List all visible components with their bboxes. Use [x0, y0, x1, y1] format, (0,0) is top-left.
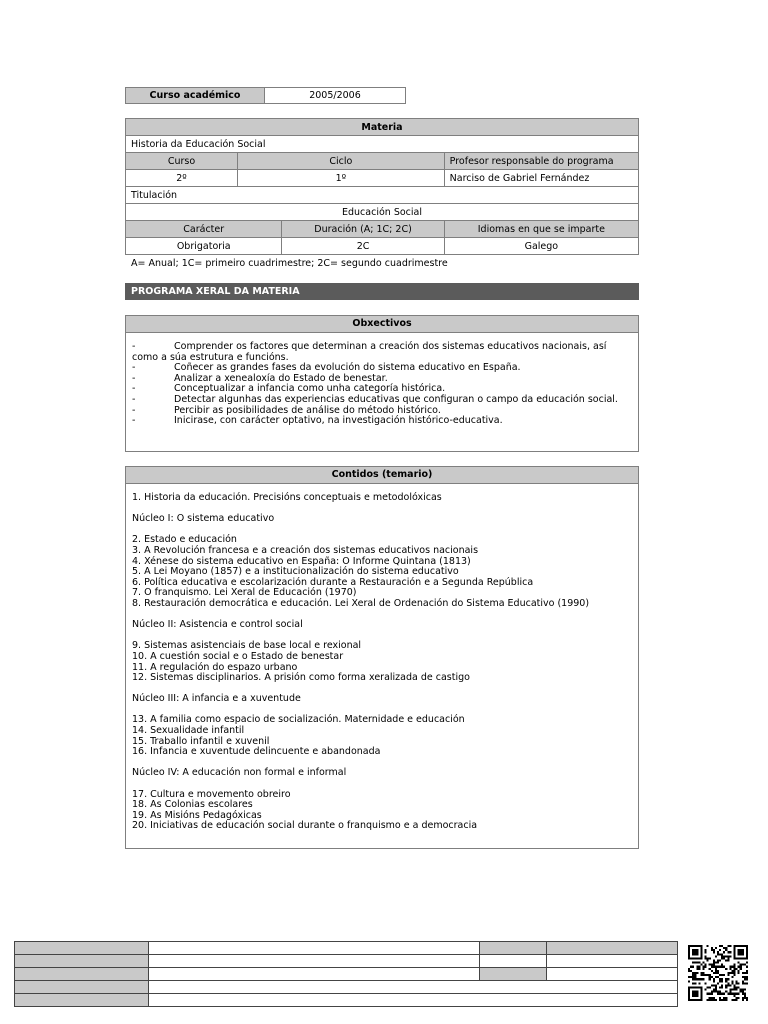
footer-cell: [480, 942, 547, 955]
list-item: 11. A regulación do espazo urbano: [132, 661, 298, 673]
dash-marker: -: [132, 372, 136, 384]
list-item: 18. As Colonias escolares: [132, 799, 253, 811]
obxectivo-text: Inicirase, con carácter optativo, na investigación histórico-educativa.: [174, 415, 503, 427]
list-item: 10. A cuestión social e o Estado de benestar: [132, 650, 344, 662]
footer-cell: [149, 981, 678, 994]
materia-name: Historia da Educación Social: [126, 136, 639, 153]
list-item: 19. As Misións Pedagóxicas: [132, 809, 262, 821]
curso-academico-label: Curso académico: [126, 88, 265, 104]
footer-signature-table: [14, 941, 678, 1007]
obxectivo-text: Coñecer as grandes fases da evolución do sistema educativo en España.: [174, 362, 521, 374]
col-ciclo: Ciclo: [238, 153, 445, 170]
footer-cell: [15, 968, 149, 981]
col-curso: Curso: [126, 153, 238, 170]
curso-value: 2º: [126, 170, 238, 187]
footer-cell: [149, 942, 480, 955]
nucleo-4-title: Núcleo IV: A educación non formal e informal: [132, 767, 347, 779]
footer-cell: [15, 981, 149, 994]
obxectivos-box: [125, 315, 639, 452]
footer-cell: [480, 955, 547, 968]
titulacion-value: Educación Social: [126, 204, 639, 221]
list-item: 15. Traballo infantil e xuvenil: [132, 735, 270, 747]
list-item: 16. Infancia e xuventude delincuente e abandonada: [132, 746, 381, 758]
list-item: 4. Xénese do sistema educativo en España: O Informe Quintana (1813): [132, 555, 471, 567]
list-item: 14. Sexualidade infantil: [132, 725, 245, 737]
obxectivo-item: [132, 416, 632, 427]
contidos-list: [126, 484, 638, 832]
obxectivos-list: [126, 333, 638, 427]
nucleo-3-title: Núcleo III: A infancia e a xuventude: [132, 693, 301, 705]
list-item: 17. Cultura e movemento obreiro: [132, 788, 291, 800]
titulacion-label: Titulación: [126, 187, 639, 204]
programa-title: PROGRAMA XERAL DA MATERIA: [125, 283, 639, 300]
materia-header: Materia: [126, 119, 639, 136]
contido-intro: 1. Historia da educación. Precisións conceptuais e metodolóxicas: [132, 492, 442, 503]
ciclo-value: 1º: [238, 170, 445, 187]
footer-cell: [15, 994, 149, 1007]
list-item: 2. Estado e educación: [132, 534, 237, 546]
footer-cell: [547, 955, 678, 968]
footer-cell: [149, 968, 480, 981]
dash-marker: -: [132, 362, 136, 374]
list-item: 12. Sistemas disciplinarios. A prisión como forma xeralizada de castigo: [132, 672, 470, 684]
col-duracion: Duración (A; 1C; 2C): [282, 221, 444, 238]
nucleo-2-title: Núcleo II: Asistencia e control social: [132, 619, 303, 631]
footer-cell: [480, 968, 547, 981]
obxectivo-text: Comprender os factores que determinan a creación dos sistemas educativos nacionais, así como a súa estrutura e funcións.: [132, 341, 607, 363]
dash-marker: -: [132, 393, 136, 405]
obxectivo-text: Detectar algunhas das experiencias educativas que configuran o campo da educación social.: [174, 393, 618, 405]
dash-marker: -: [132, 415, 136, 427]
obxectivo-text: Analizar a xenealoxía do Estado de benestar.: [174, 372, 388, 384]
footer-cell: [149, 955, 480, 968]
materia-table: [125, 118, 639, 255]
obxectivo-item: [132, 342, 632, 363]
footer-cell: [15, 955, 149, 968]
contidos-box: [125, 466, 639, 849]
contidos-header: Contidos (temario): [126, 467, 638, 484]
nucleo-1-title: Núcleo I: O sistema educativo: [132, 513, 275, 525]
col-caracter: Carácter: [126, 221, 282, 238]
list-item: 6. Política educativa e escolarización durante a Restauración e a Segunda República: [132, 576, 534, 588]
col-profesor: Profesor responsable do programa: [444, 153, 638, 170]
caracter-value: Obrigatoria: [126, 238, 282, 255]
obxectivo-text: Percibir as posibilidades de análise do método histórico.: [174, 404, 441, 416]
curso-academico-value: 2005/2006: [265, 88, 406, 104]
duracion-legend: A= Anual; 1C= primeiro cuadrimestre; 2C= segundo cuadrimestre: [131, 258, 448, 269]
list-item: 5. A Lei Moyano (1857) e a institucionalización do sistema educativo: [132, 566, 459, 578]
curso-academico-table: [125, 87, 406, 104]
list-item: 13. A familia como espacio de socialización. Maternidade e educación: [132, 714, 465, 726]
dash-marker: -: [132, 341, 136, 352]
list-item: 3. A Revolución francesa e a creación dos sistemas educativos nacionais: [132, 544, 479, 556]
duracion-value: 2C: [282, 238, 444, 255]
footer-cell: [15, 942, 149, 955]
footer-cell: [547, 942, 678, 955]
footer-cell: [547, 968, 678, 981]
obxectivo-text: Conceptualizar a infancia como unha categoría histórica.: [174, 383, 446, 395]
list-item: 7. O franquismo. Lei Xeral de Educación (1970): [132, 587, 357, 599]
list-item: 20. Iniciativas de educación social durante o franquismo e a democracia: [132, 820, 478, 832]
list-item: 8. Restauración democrática e educación. Lei Xeral de Ordenación do Sistema Educativo (1990): [132, 597, 590, 609]
dash-marker: -: [132, 404, 136, 416]
profesor-value: Narciso de Gabriel Fernández: [444, 170, 638, 187]
idiomas-value: Galego: [444, 238, 638, 255]
qr-code-icon: [688, 945, 748, 1001]
col-idiomas: Idiomas en que se imparte: [444, 221, 638, 238]
footer-cell: [149, 994, 678, 1007]
list-item: 9. Sistemas asistenciais de base local e rexional: [132, 640, 362, 652]
obxectivos-header: Obxectivos: [126, 316, 638, 333]
dash-marker: -: [132, 383, 136, 395]
